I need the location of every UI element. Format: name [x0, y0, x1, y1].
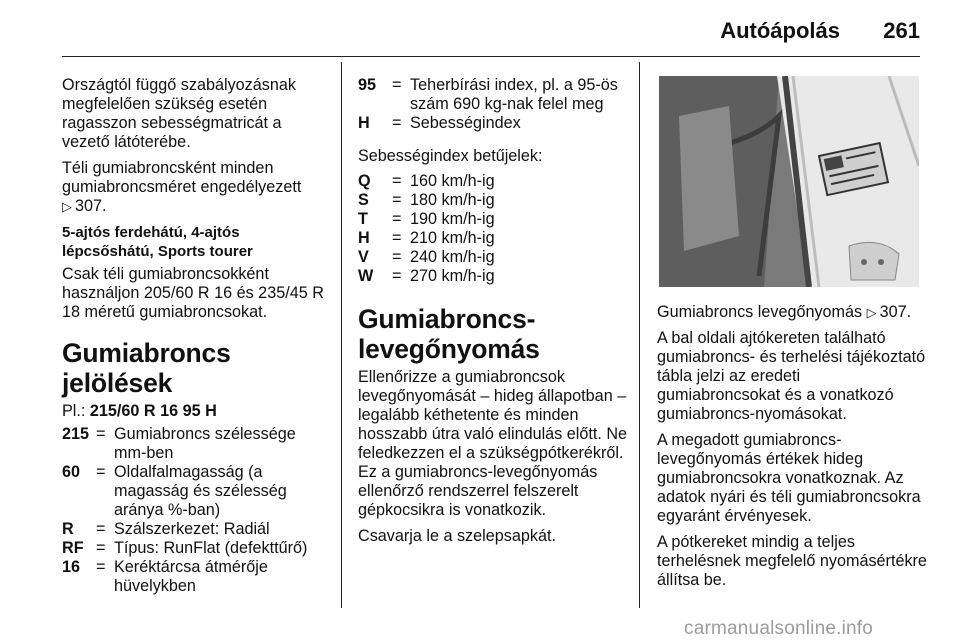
speed-index-text: 180 km/h-ig — [410, 191, 495, 209]
speed-index-row — [358, 229, 630, 248]
tyre-code-eq: = — [96, 425, 106, 443]
speed-index-key: H — [358, 229, 370, 247]
speed-index-eq: = — [392, 172, 402, 190]
paragraph-speed-sticker: Országtól függő szabályozásnak megfelelően szükség esetén ragasszon sebességmatricát a vezető látóterébe. — [62, 76, 296, 151]
speed-index-text: 270 km/h-ig — [410, 267, 495, 285]
page-number: 261 — [883, 18, 920, 43]
tyre-code-text: Gumiabroncs szélessége mm-ben — [114, 425, 296, 462]
speed-index-text: 210 km/h-ig — [410, 229, 495, 247]
tyre-code-eq: = — [96, 539, 106, 557]
paragraph-valve-cap: Csavarja le a szelepsapkát. — [358, 527, 556, 545]
definition-list-load-speed — [358, 76, 630, 133]
tyre-code-key: RF — [62, 539, 84, 557]
speed-index-intro: Sebességindex betűjelek: — [358, 147, 543, 165]
column-1 — [62, 76, 332, 596]
example-line: Pl.: 215/60 R 16 95 H — [62, 402, 217, 420]
paragraph-door-label: A bal oldali ajtókereten található gumiabroncs- és terhelési tájékoztató tábla jelzi az eredeti gumiabroncsokat és a vonatkozó gumiabroncs-nyomásokat. — [657, 329, 926, 423]
speed-index-eq: = — [392, 191, 402, 209]
speed-index-eq: = — [392, 267, 402, 285]
door-frame-label-photo — [659, 76, 919, 287]
section-title-tyre-markings: Gumiabroncs jelölések — [62, 338, 231, 398]
tyre-code-key: 60 — [62, 463, 81, 481]
tyre-code-key: 215 — [62, 425, 90, 443]
photo-caption: Gumiabroncs levegőnyomás ▷ 307. — [657, 303, 912, 321]
paragraph-spare-wheel: A pótkereket mindig a teljes terhelésnek megfelelő nyomásértékre állítsa be. — [657, 533, 927, 589]
paragraph-cold-values: A megadott gumiabroncs-levegőnyomás értékek hideg gumiabroncsokra vonatkoznak. Az adatok nyári és téli gumiabroncsokra egyaránt érvényesek. — [657, 431, 921, 525]
tyre-code-key: H — [358, 114, 370, 132]
column-2 — [358, 76, 630, 553]
tyre-code-key: 95 — [358, 76, 377, 94]
paragraph-winter-tyres: Téli gumiabroncsként minden gumiabroncsméret engedélyezett ▷ 307. — [62, 159, 302, 215]
speed-index-key: V — [358, 248, 369, 266]
speed-index-key: Q — [358, 172, 371, 190]
speed-index-key: S — [358, 191, 369, 209]
speed-index-eq: = — [392, 248, 402, 266]
page-reference-icon: ▷ — [62, 199, 72, 214]
speed-index-text: 190 km/h-ig — [410, 210, 495, 228]
speed-index-list — [358, 172, 630, 286]
column-divider-1 — [341, 62, 342, 608]
speed-index-key: W — [358, 267, 374, 285]
definition-list — [62, 425, 332, 596]
tyre-code-eq: = — [96, 558, 106, 576]
tyre-code-row — [358, 114, 630, 133]
tyre-code-text: Típus: RunFlat (defekttűrő) — [114, 539, 308, 557]
paragraph-winter-sizes: Csak téli gumiabroncsokként használjon 205/60 R 16 és 235/45 R 18 méretű gumiabroncsokat. — [62, 265, 324, 321]
tyre-code-eq: = — [96, 520, 106, 538]
tyre-code-row — [62, 520, 332, 539]
tyre-code-text: Sebességindex — [410, 114, 521, 132]
speed-index-key: T — [358, 210, 368, 228]
model-heading: 5-ajtós ferdehátú, 4-ajtós lépcsőshátú, Sports tourer — [62, 224, 253, 260]
tyre-code-text: Teherbírási index, pl. a 95-ös szám 690 kg-nak felel meg — [410, 76, 618, 113]
speed-index-text: 240 km/h-ig — [410, 248, 495, 266]
speed-index-text: 160 km/h-ig — [410, 172, 495, 190]
column-divider-2 — [639, 62, 640, 608]
tyre-code-key: R — [62, 520, 74, 538]
column-3 — [657, 303, 927, 597]
tyre-code-text: Szálszerkezet: Radiál — [114, 520, 270, 538]
page-reference[interactable]: 307. — [75, 197, 107, 215]
tyre-code-eq: = — [392, 114, 402, 132]
speed-index-row — [358, 172, 630, 191]
speed-index-row — [358, 191, 630, 210]
speed-index-eq: = — [392, 210, 402, 228]
header-divider — [62, 56, 920, 57]
speed-index-row — [358, 248, 630, 267]
section-title-tyre-pressure: Gumiabroncs-levegőnyomás — [358, 304, 540, 364]
tyre-code-row — [62, 539, 332, 558]
tyre-code-text: Keréktárcsa átmérője hüvelykben — [114, 558, 268, 595]
tyre-code-text: Oldalfalmagasság (a magasság és szélesség aránya %-ban) — [114, 463, 287, 519]
tyre-code-eq: = — [392, 76, 402, 94]
tyre-code-row — [62, 425, 332, 463]
tyre-code-row — [62, 558, 332, 596]
tyre-code-row — [62, 463, 332, 520]
watermark: carmanualsonline.info — [684, 618, 874, 639]
chapter-title: Autóápolás — [720, 18, 840, 43]
page-reference-icon: ▷ — [866, 305, 877, 320]
page-header — [62, 0, 920, 58]
tyre-code-key: 16 — [62, 558, 81, 576]
speed-index-row — [358, 210, 630, 229]
tyre-code-row — [358, 76, 630, 114]
speed-index-eq: = — [392, 229, 402, 247]
page-reference[interactable]: 307. — [879, 303, 912, 321]
paragraph-pressure-check: Ellenőrizze a gumiabroncsok levegőnyomását – hideg állapotban – legalább kéthetente és minden hosszabb útra való elindulás előtt. Ne feledkezzen el a szükségpótkerékről. Ez a gumiabroncs-levegőnyomás ellenőrző rendszerrel felszerelt gépkocsikra is vonatkozik. — [358, 368, 628, 519]
speed-index-row — [358, 267, 630, 286]
tyre-code-eq: = — [96, 463, 106, 481]
door-frame-illustration — [659, 76, 919, 287]
